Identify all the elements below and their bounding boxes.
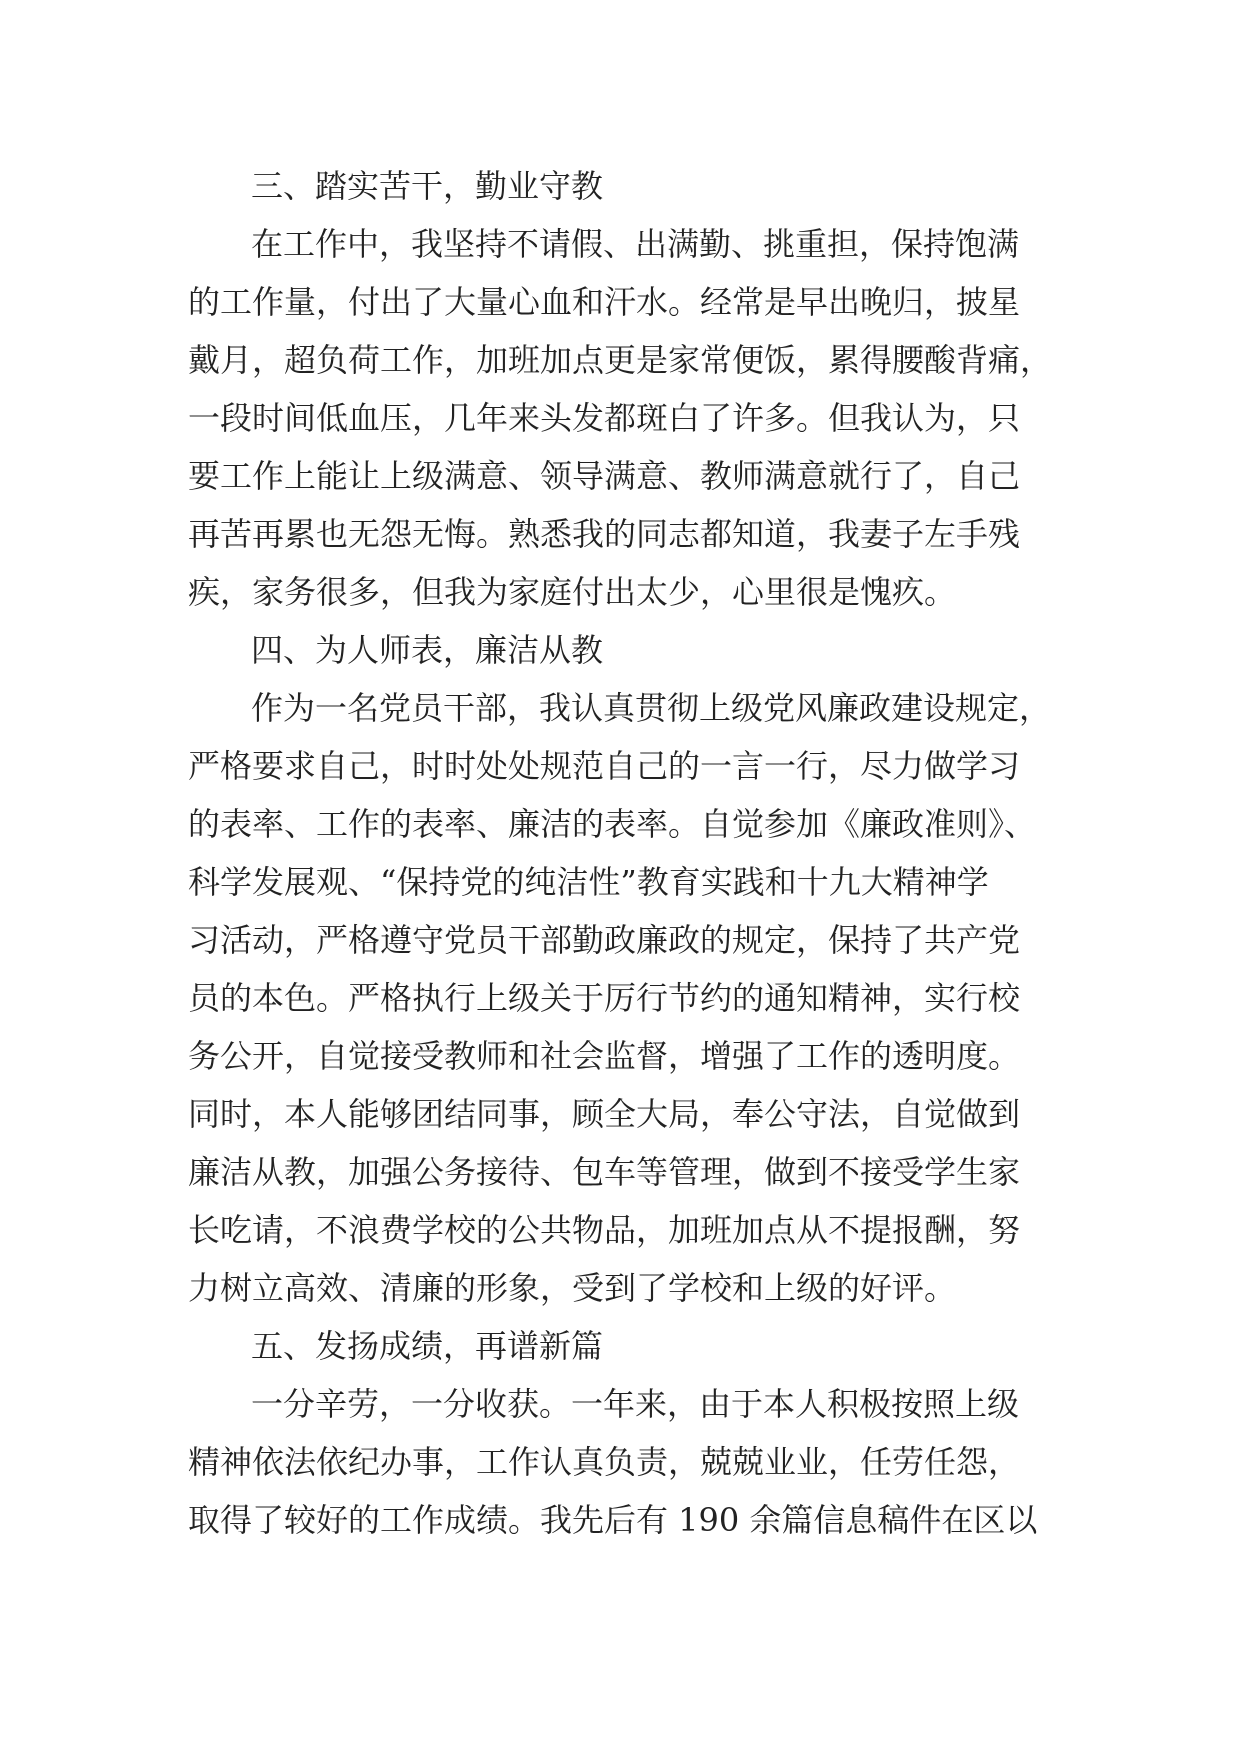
paragraph-line: 再苦再累也无怨无悔。熟悉我的同志都知道，我妻子左手残 — [188, 515, 1021, 553]
paragraph-line: 同时，本人能够团结同事，顾全大局，奉公守法，自觉做到 — [188, 1095, 1021, 1133]
section-heading-4: 四、为人师表，廉洁从教 — [251, 631, 604, 669]
section-heading-3: 三、踏实苦干，勤业守教 — [251, 167, 604, 205]
paragraph-line: 的工作量，付出了大量心血和汗水。经常是早出晚归，披星 — [188, 283, 1021, 321]
paragraph-line: 疾，家务很多，但我为家庭付出太少，心里很是愧疚。 — [188, 573, 957, 611]
paragraph-line: 要工作上能让上级满意、领导满意、教师满意就行了，自己 — [188, 457, 1021, 495]
paragraph-line: 的表率、工作的表率、廉洁的表率。自觉参加《廉政准则》、 — [188, 805, 1037, 843]
paragraph-line: 习活动，严格遵守党员干部勤政廉政的规定，保持了共产党 — [188, 921, 1021, 959]
section-heading-5: 五、发扬成绩，再谱新篇 — [251, 1327, 604, 1365]
paragraph-line: 严格要求自己，时时处处规范自己的一言一行，尽力做学习 — [188, 747, 1021, 785]
paragraph-line: 员的本色。严格执行上级关于厉行节约的通知精神，实行校 — [188, 979, 1021, 1017]
paragraph-line: 廉洁从教，加强公务接待、包车等管理，做到不接受学生家 — [188, 1153, 1021, 1191]
paragraph-line: 精神依法依纪办事，工作认真负责，兢兢业业，任劳任怨， — [188, 1443, 1021, 1481]
paragraph-line: 一分辛劳，一分收获。一年来，由于本人积极按照上级 — [251, 1385, 1020, 1423]
paragraph-line: 戴月，超负荷工作，加班加点更是家常便饭，累得腰酸背痛， — [188, 341, 1053, 379]
paragraph-line: 力树立高效、清廉的形象，受到了学校和上级的好评。 — [188, 1269, 957, 1307]
paragraph-line: 取得了较好的工作成绩。我先后有 190 余篇信息稿件在区以 — [188, 1501, 1038, 1539]
paragraph-line: 务公开，自觉接受教师和社会监督，增强了工作的透明度。 — [188, 1037, 1021, 1075]
paragraph-line: 作为一名党员干部，我认真贯彻上级党风廉政建设规定， — [251, 689, 1052, 727]
paragraph-line: 长吃请，不浪费学校的公共物品，加班加点从不提报酬，努 — [188, 1211, 1021, 1249]
paragraph-line: 一段时间低血压，几年来头发都斑白了许多。但我认为，只 — [188, 399, 1021, 437]
paragraph-line: 科学发展观、“保持党的纯洁性”教育实践和十九大精神学 — [188, 863, 989, 901]
paragraph-line: 在工作中，我坚持不请假、出满勤、挑重担，保持饱满 — [251, 225, 1020, 263]
